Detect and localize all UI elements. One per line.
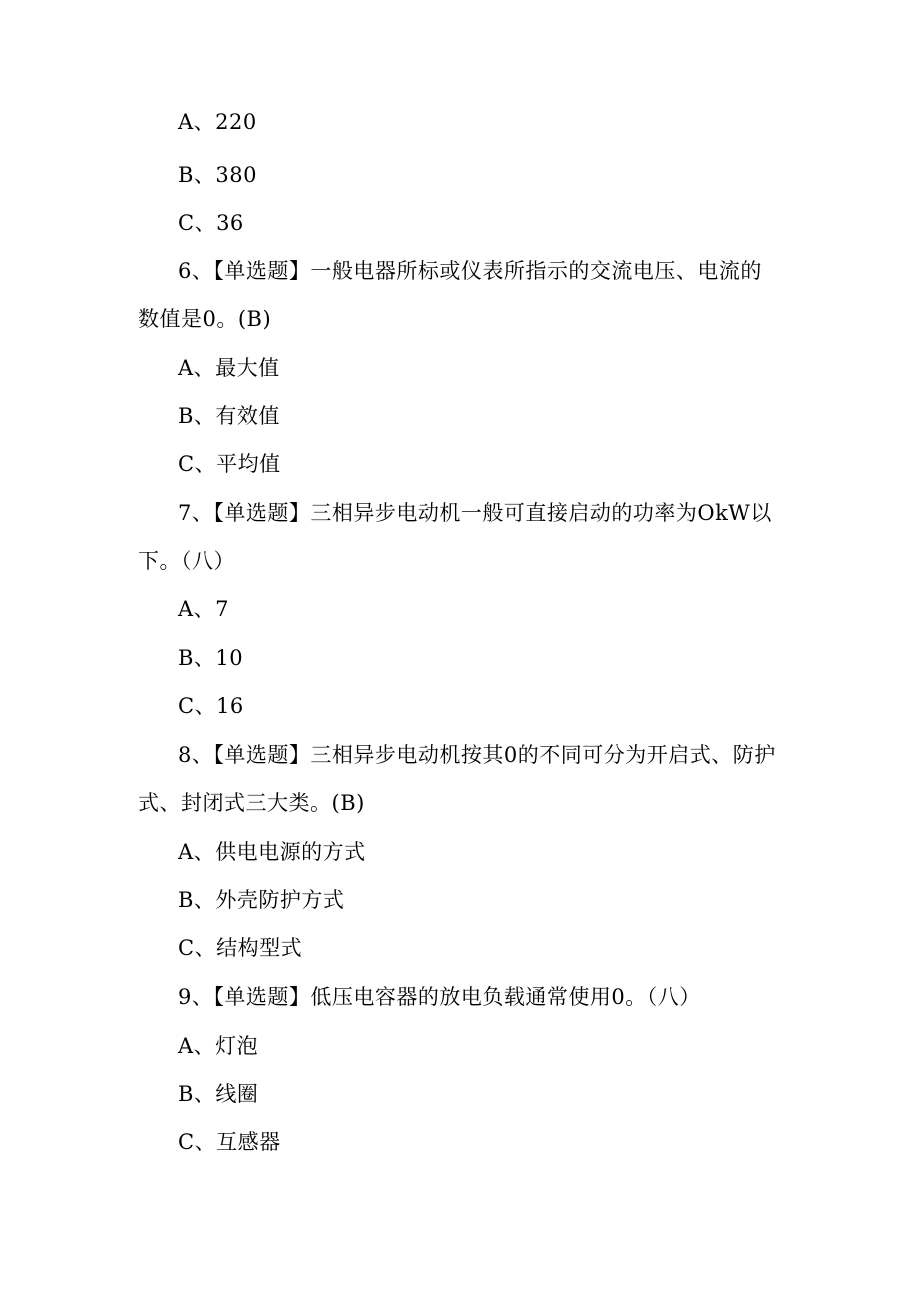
question-7-text-continued: 下。（八）	[138, 549, 235, 573]
question-8-option-c: C、结构型式	[178, 936, 303, 960]
question-9-option-b: B、线圈	[178, 1082, 259, 1106]
question-8-option-a: A、供电电源的方式	[178, 840, 366, 864]
option-a-220: A、220	[178, 110, 257, 134]
option-c-36: C、36	[178, 211, 244, 235]
option-b-380: B、380	[178, 163, 258, 187]
question-9-text: 9、【单选题】低压电容器的放电负载通常使用0。（八）	[178, 985, 701, 1009]
question-6-option-c: C、平均值	[178, 452, 281, 476]
question-8-text: 8、【单选题】三相异步电动机按其0的不同可分为开启式、防护	[178, 743, 776, 767]
question-6-option-b: B、有效值	[178, 404, 280, 428]
question-7-text: 7、【单选题】三相异步电动机一般可直接启动的功率为OkW以	[178, 501, 772, 525]
question-6-option-a: A、最大值	[178, 356, 280, 380]
question-7-option-c: C、16	[178, 694, 244, 718]
question-9-option-a: A、灯泡	[178, 1034, 259, 1058]
question-7-option-b: B、10	[178, 646, 244, 670]
question-6-text: 6、【单选题】一般电器所标或仪表所指示的交流电压、电流的	[178, 259, 762, 283]
question-6-text-continued: 数值是0。(B)	[138, 307, 272, 331]
question-9-option-c: C、互感器	[178, 1130, 281, 1154]
question-8-option-b: B、外壳防护方式	[178, 888, 345, 912]
question-7-option-a: A、7	[178, 597, 230, 621]
question-8-text-continued: 式、封闭式三大类。(B)	[138, 791, 365, 815]
